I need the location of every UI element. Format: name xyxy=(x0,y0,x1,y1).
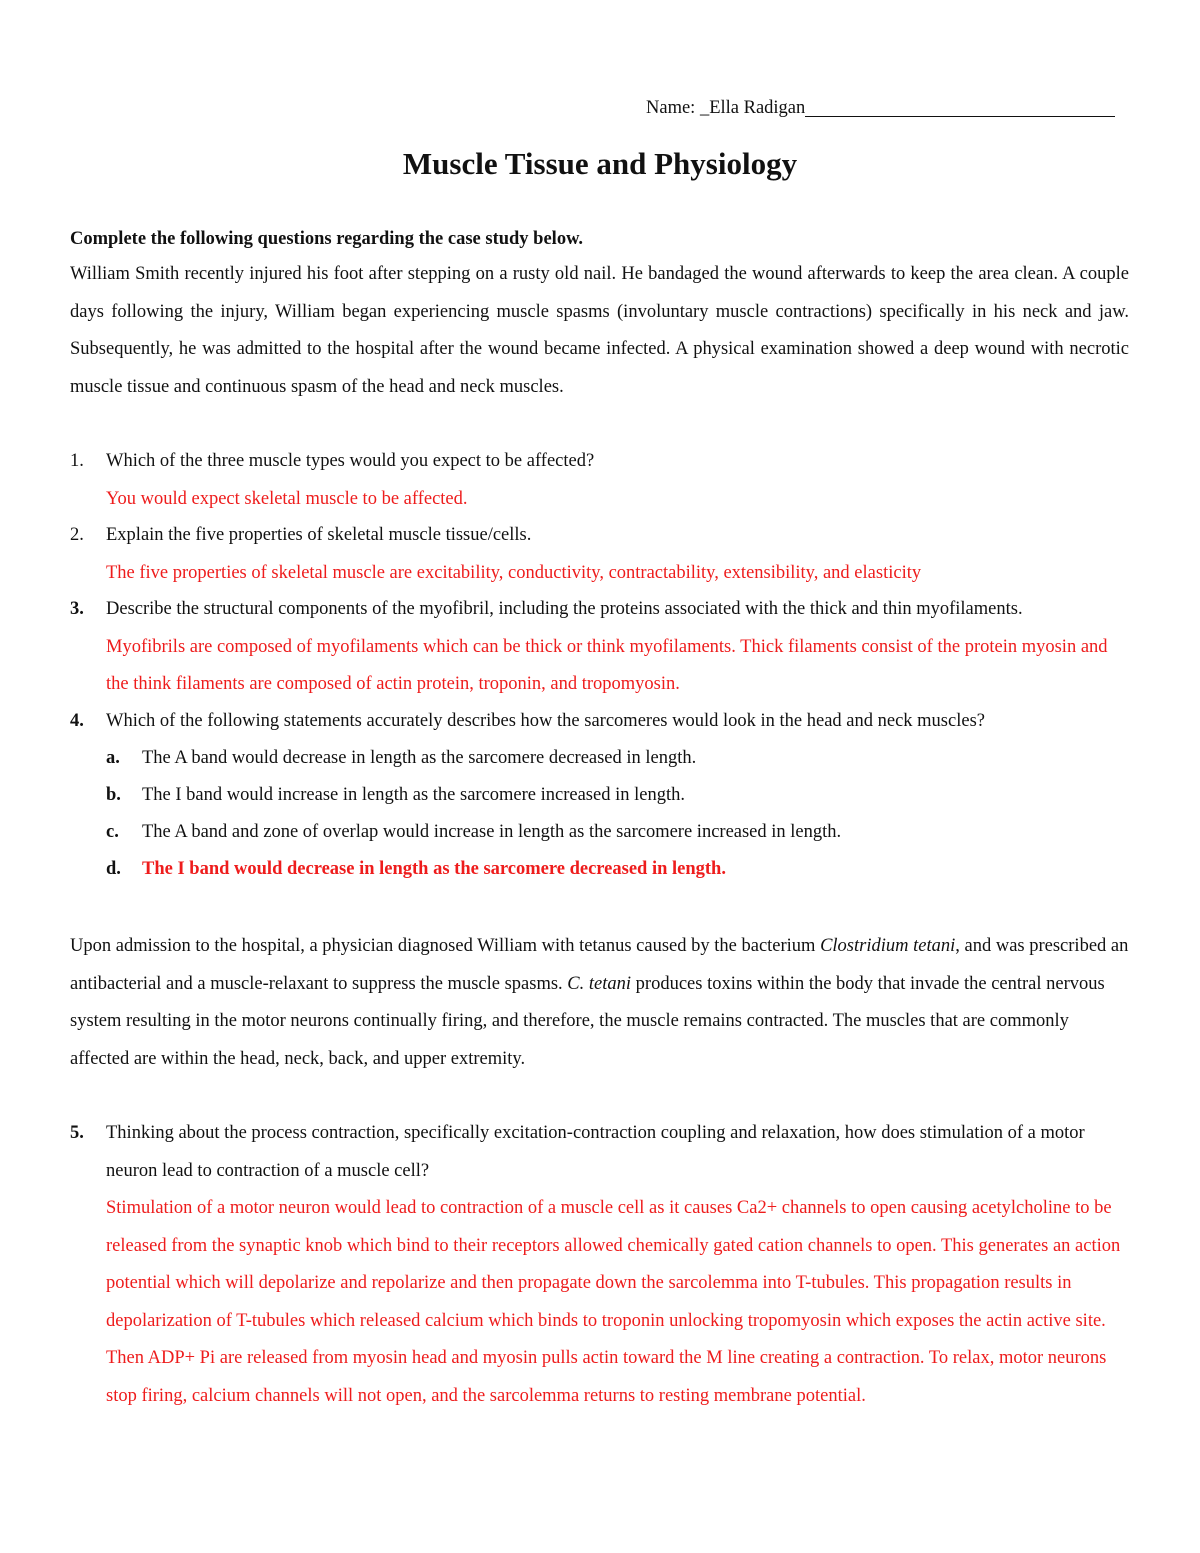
question-text: Explain the five properties of skeletal muscle tissue/cells. xyxy=(106,525,532,545)
question-text: Thinking about the process contraction, specifically excitation-contraction coupling and relaxation, how does stimulation of a motor neuron lead to contraction of a muscle cell? xyxy=(106,1123,1085,1181)
tetanus-paragraph xyxy=(70,928,1132,1078)
species-name: Clostridium tetani xyxy=(820,936,956,956)
question-4 xyxy=(70,703,1130,741)
name-label: Name: xyxy=(646,98,696,118)
answer-text: The five properties of skeletal muscle are excitability, conductivity, contractability, extensibility, and elasticity xyxy=(106,562,922,583)
option-text: The A band and zone of overlap would increase in length as the sarcomere increased in length. xyxy=(142,822,842,842)
question-text: Which of the three muscle types would you expect to be affected? xyxy=(106,451,595,471)
name-line xyxy=(646,96,1115,120)
name-underline xyxy=(805,100,1115,117)
option-c xyxy=(106,814,841,852)
paragraph-text: produces toxins within the body that invade the central nervous system resulting in the motor neurons continually firing, and therefore, the muscle remains contracted. The muscles that are commonly affected are within the head, neck, back, and upper extremity. xyxy=(70,973,1105,1069)
name-value: _Ella Radigan xyxy=(699,98,806,118)
option-b xyxy=(106,777,685,815)
option-letter: c. xyxy=(106,822,119,842)
question-number: 1. xyxy=(70,451,84,471)
option-letter: b. xyxy=(106,785,121,805)
question-text: Describe the structural components of the myofibril, including the proteins associated with the thick and thin myofilaments. xyxy=(106,599,1023,619)
answer-text: Stimulation of a motor neuron would lead to contraction of a muscle cell as it causes Ca2+ channels to open causing acetylcholine to be released from the synaptic knob which bind to their receptors allowed chemically gated cation channels to open. This generates an action potential which will depolarize and repolarize and then propagate down the sarcolemma into T-tubules. This propagation results in depolarization of T-tubules which released calcium which binds to troponin unlocking tropomyosin which exposes the actin active site. Then ADP+ Pi are released from myosin head and myosin pulls actin toward the M line creating a contraction. To relax, motor neurons stop firing, calcium channels will not open, and the sarcolemma returns to resting membrane potential. xyxy=(106,1198,1121,1406)
instructions: Complete the following questions regarding the case study below. xyxy=(70,229,584,249)
page-title: Muscle Tissue and Physiology xyxy=(402,146,798,181)
option-text: The A band would decrease in length as the sarcomere decreased in length. xyxy=(142,748,697,768)
question-number: 5. xyxy=(70,1123,84,1143)
species-abbrev: C. tetani xyxy=(567,973,632,994)
question-text: Which of the following statements accurately describes how the sarcomeres would look in the head and neck muscles? xyxy=(106,711,985,731)
paragraph-text: , and was prescribed an antibacterial and a muscle-relaxant to suppress the muscle spasms. xyxy=(70,936,1129,994)
option-d-selected-answer xyxy=(106,851,726,889)
option-text: The I band would decrease in length as the sarcomere decreased in length. xyxy=(142,859,726,879)
question-5 xyxy=(70,1115,1130,1415)
option-letter: d. xyxy=(106,859,121,879)
paragraph-text: Upon admission to the hospital, a physician diagnosed William with tetanus caused by the bacterium xyxy=(70,936,821,956)
answer-text: You would expect skeletal muscle to be affected. xyxy=(106,488,468,509)
case-study-paragraph: William Smith recently injured his foot after stepping on a rusty old nail. He bandaged the wound afterwards to keep the area clean. A couple days following the injury, William began experiencing muscle spasms (involuntary muscle contractions) specifically in his neck and jaw. Subsequently, he was admitted to the hospital after the wound became infected. A physical examination showed a deep wound with necrotic muscle tissue and continuous spasm of the head and neck muscles. xyxy=(70,264,1129,397)
option-letter: a. xyxy=(106,748,120,768)
option-text: The I band would increase in length as the sarcomere increased in length. xyxy=(142,785,685,805)
question-number: 4. xyxy=(70,711,84,731)
answer-text: Myofibrils are composed of myofilaments which can be thick or think myofilaments. Thick filaments consist of the protein myosin and the think filaments are composed of actin protein, troponin, and tropomyosin. xyxy=(106,636,1108,694)
question-number: 2. xyxy=(70,525,84,545)
question-number: 3. xyxy=(70,599,84,619)
question-3 xyxy=(70,591,1130,704)
option-a xyxy=(106,740,696,778)
question-2 xyxy=(70,517,1130,592)
question-1 xyxy=(70,443,1130,518)
